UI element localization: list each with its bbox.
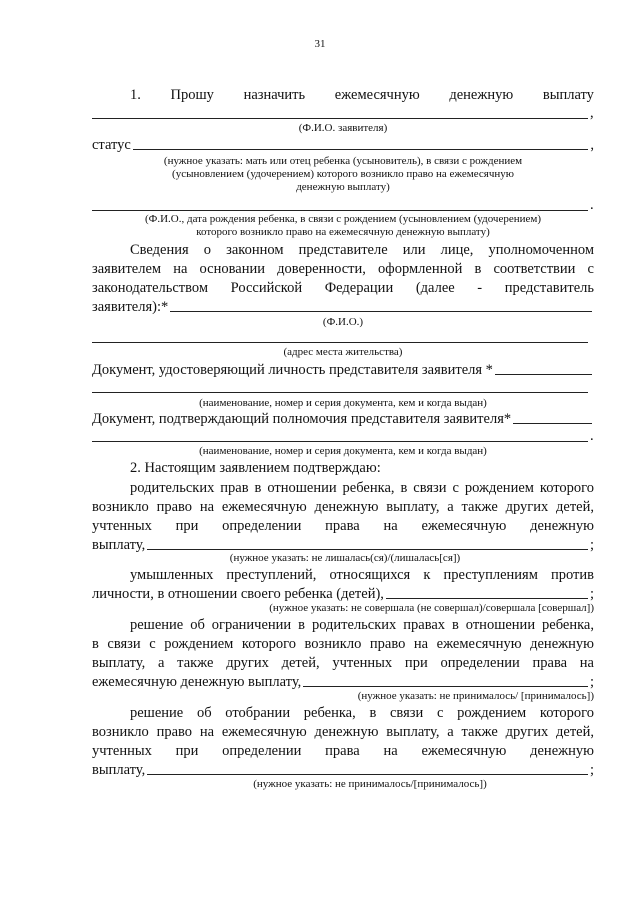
c-text-1: решение об ограничении в родительских правах в отношении ребенка, xyxy=(130,617,594,633)
c-row-4 xyxy=(92,673,594,691)
section-2-title: 2. Настоящим заявлением подтверждаю: xyxy=(130,460,381,476)
status-label: статус xyxy=(92,137,131,153)
c-text-3: выплату, а также других детей, учтенных при определении права на xyxy=(92,655,594,671)
b-caption: (нужное указать: не совершала (не совершал)/совершала [совершал]) xyxy=(269,602,594,614)
doc-id-field[interactable] xyxy=(495,373,592,375)
b-text-2: личности, в отношении своего ребенка (детей), xyxy=(92,586,384,602)
doc-id-line-2[interactable] xyxy=(92,392,588,393)
d-caption: (нужное указать: не принималось/[принималось]) xyxy=(253,778,487,790)
rep-text-4: заявителя):* xyxy=(92,299,169,315)
a-text-1: родительских прав в отношении ребенка, в связи с рождением которого xyxy=(130,480,594,496)
c-text-2: в связи с рождением которого возникло право на ежемесячную денежную xyxy=(92,636,594,652)
status-caption-2: (усыновлением (удочерением) которого возникло право на ежемесячную xyxy=(172,168,514,180)
period: . xyxy=(590,428,594,444)
semicolon: ; xyxy=(589,762,594,778)
rep-fio-caption: (Ф.И.О.) xyxy=(322,316,364,328)
d-text-2: возникло право на ежемесячную денежную выплату, а также других детей, xyxy=(92,724,594,740)
applicant-fio-line[interactable] xyxy=(92,118,588,119)
child-caption-1: (Ф.И.О., дата рождения ребенка, в связи с рождением (усыновлением (удочерением) xyxy=(145,213,541,225)
word: Прошу xyxy=(170,87,214,103)
doc-auth-label: Документ, подтверждающий полномочия представителя заявителя* xyxy=(92,411,512,427)
doc-auth-caption: (наименование, номер и серия документа, кем и когда выдан) xyxy=(199,445,487,457)
request-heading xyxy=(92,86,594,104)
doc-id-row xyxy=(92,361,594,379)
doc-id-caption: (наименование, номер и серия документа, кем и когда выдан) xyxy=(199,397,487,409)
word: денежную xyxy=(449,87,514,103)
status-caption-1: (нужное указать: мать или отец ребенка (усыновитель), в связи с рождением xyxy=(163,155,523,167)
word: назначить xyxy=(243,87,306,103)
doc-id-label: Документ, удостоверяющий личность представителя заявителя * xyxy=(92,362,493,378)
a-caption: (нужное указать: не лишалась(ся)/(лишалась[ся]) xyxy=(229,552,461,564)
section-number: 1. xyxy=(130,87,141,103)
status-row xyxy=(92,136,594,154)
c-text-4: ежемесячную денежную выплату, xyxy=(92,674,302,690)
a-text-2: возникло право на ежемесячную денежную выплату, а также других детей, xyxy=(92,499,594,515)
word: выплату xyxy=(542,87,594,103)
d-row-4 xyxy=(92,761,594,779)
a-text-4: выплату, xyxy=(92,537,146,553)
c-field[interactable] xyxy=(303,685,588,687)
d-field[interactable] xyxy=(147,773,588,775)
status-caption-3: денежную выплату) xyxy=(296,181,390,193)
semicolon: ; xyxy=(589,537,594,553)
applicant-fio-caption: (Ф.И.О. заявителя) xyxy=(298,122,388,134)
status-field[interactable] xyxy=(133,148,589,150)
doc-auth-field[interactable] xyxy=(513,422,592,424)
b-field[interactable] xyxy=(386,597,588,599)
a-text-3: учтенных при определении права на ежемесячную денежную xyxy=(92,518,594,534)
semicolon: ; xyxy=(589,586,594,602)
word: ежемесячную xyxy=(334,87,420,103)
a-field[interactable] xyxy=(147,548,588,550)
d-text-3: учтенных при определении права на ежемесячную денежную xyxy=(92,743,594,759)
doc-auth-row xyxy=(92,410,594,428)
c-caption: (нужное указать: не принималось/ [принималось]) xyxy=(357,690,594,702)
rep-row-4 xyxy=(92,298,594,316)
period: . xyxy=(590,197,594,213)
address-caption: (адрес места жительства) xyxy=(283,346,403,358)
b-text-1: умышленных преступлений, относящихся к преступлениям против xyxy=(130,567,594,583)
comma: , xyxy=(590,105,594,121)
child-caption-2: которого возникло право на ежемесячную денежную выплату) xyxy=(196,226,490,238)
comma: , xyxy=(590,137,594,153)
rep-text-1: Сведения о законном представителе или лице, уполномоченном xyxy=(130,242,594,258)
child-info-line[interactable] xyxy=(92,210,588,211)
semicolon: ; xyxy=(589,674,594,690)
d-text-4: выплату, xyxy=(92,762,146,778)
rep-text-3: законодательством Российской Федерации (далее - представитель xyxy=(92,280,594,296)
b-row-2 xyxy=(92,585,594,603)
doc-auth-line-2[interactable] xyxy=(92,441,588,442)
page-number: 31 xyxy=(314,38,326,50)
rep-fio-field[interactable] xyxy=(170,310,592,312)
d-text-1: решение об отобрании ребенка, в связи с рождением которого xyxy=(130,705,594,721)
address-line[interactable] xyxy=(92,342,588,343)
rep-text-2: заявителем на основании доверенности, оформленной в соответствии с xyxy=(92,261,594,277)
